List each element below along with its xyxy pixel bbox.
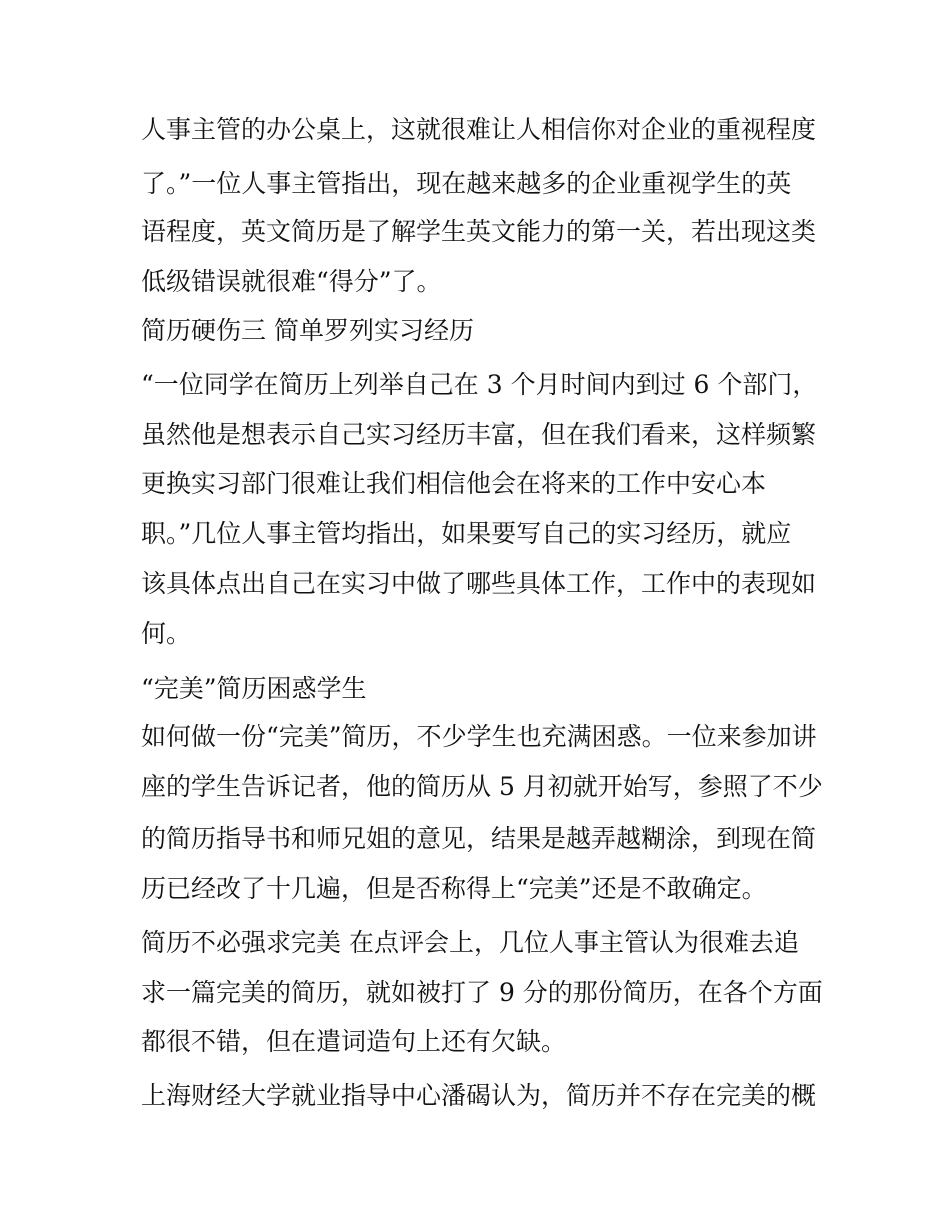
text-line: 历已经改了十几遍，但是否称得上“完美”还是不敢确定。: [141, 874, 767, 903]
text-line: 更换实习部门很难让我们相信他会在将来的工作中安心本: [141, 469, 767, 498]
text-line: 虽然他是想表示自己实习经历丰富，但在我们看来，这样频繁: [141, 420, 817, 449]
text-line: 人事主管的办公桌上，这就很难让人相信你对企业的重视程度: [141, 115, 817, 144]
section-heading: 简历硬伤三 简单罗列实习经历: [141, 316, 474, 345]
text-line: 何。: [141, 619, 192, 648]
text-line: 上海财经大学就业指导中心潘碣认为，简历并不存在完美的概: [141, 1081, 817, 1110]
text-line: 简历不必强求完美 在点评会上，几位人事主管认为很难去追: [141, 928, 799, 957]
text-line: 该具体点出自己在实习中做了哪些具体工作，工作中的表现如: [141, 569, 817, 598]
text-line: 都很不错，但在遣词造句上还有欠缺。: [141, 1027, 567, 1056]
text-line: 求一篇完美的简历，就如被打了 9 分的那份简历，在各个方面: [141, 978, 823, 1007]
text-line: 低级错误就很难“得分”了。: [141, 267, 442, 296]
section-heading: “完美”简历困惑学生: [141, 674, 367, 703]
text-line: 的简历指导书和师兄姐的意见，结果是越弄越糊涂，到现在简: [141, 824, 817, 853]
text-line: 职。”几位人事主管均指出，如果要写自己的实习经历，就应: [141, 519, 792, 548]
text-line: 座的学生告诉记者，他的简历从 5 月初就开始写，参照了不少: [141, 772, 823, 801]
text-line: “一位同学在简历上列举自己在 3 个月时间内到过 6 个部门，: [141, 370, 818, 399]
text-line: 了。”一位人事主管指出，现在越来越多的企业重视学生的英: [141, 169, 792, 198]
text-line: 如何做一份“完美”简历，不少学生也充满困惑。一位来参加讲: [141, 722, 817, 751]
text-line: 语程度，英文简历是了解学生英文能力的第一关，若出现这类: [141, 217, 817, 246]
